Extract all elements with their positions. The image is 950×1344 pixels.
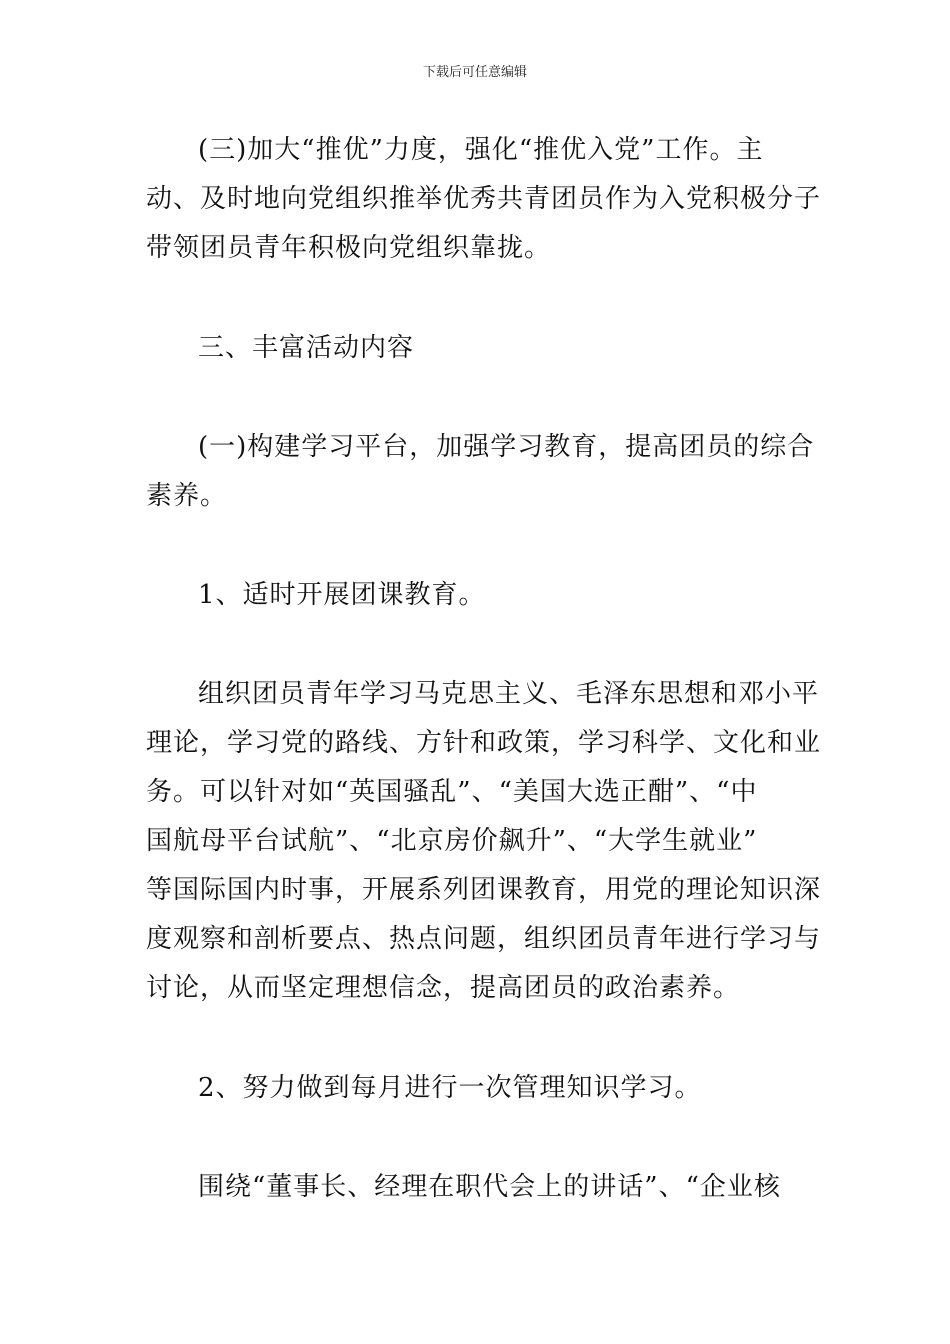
text-line: 讨论，从而坚定理想信念，提高团员的政治素养。 <box>146 973 741 1003</box>
text-line: 带领团员青年积极向党组织靠拢。 <box>146 233 552 263</box>
text-line: (一)构建学习平台，加强学习教育，提高团员的综合 <box>198 432 815 462</box>
paragraph-recommend-party <box>146 126 822 273</box>
paragraph-learning-platform <box>146 423 815 521</box>
paragraph-around-speech <box>146 1163 806 1212</box>
item-heading-league-class <box>146 571 806 620</box>
page-header-note: 下载后可任意编辑 <box>422 65 527 80</box>
text-line: 组织团员青年学习马克思主义、毛泽东思想和邓小平 <box>198 679 820 709</box>
text-line: 素养。 <box>146 481 228 511</box>
text-line: 务。可以针对如“英国骚乱”、“美国大选正酣”、“中 <box>146 777 758 807</box>
text-line: (三)加大“推优”力度，强化“推优入党”工作。主 <box>198 135 764 165</box>
heading-line: 2、努力做到每月进行一次管理知识学习。 <box>198 1073 702 1103</box>
heading-line: 三、丰富活动内容 <box>198 333 415 363</box>
text-line: 理论，学习党的路线、方针和政策，学习科学、文化和业 <box>146 728 822 758</box>
text-line: 围绕“董事长、经理在职代会上的讲话”、“企业核 <box>198 1172 781 1202</box>
paragraph-organize-study <box>146 670 822 1013</box>
text-line: 等国际国内时事，开展系列团课教育，用党的理论知识深 <box>146 875 822 905</box>
heading-line: 1、适时开展团课教育。 <box>198 580 486 610</box>
text-line: 度观察和剖析要点、热点问题，组织团员青年进行学习与 <box>146 924 822 954</box>
item-heading-monthly-study <box>146 1064 806 1113</box>
section-heading-activities <box>146 324 806 373</box>
text-line: 国航母平台试航”、“北京房价飙升”、“大学生就业” <box>146 826 758 856</box>
text-line: 动、及时地向党组织推举优秀共青团员作为入党积极分子 <box>146 184 822 214</box>
